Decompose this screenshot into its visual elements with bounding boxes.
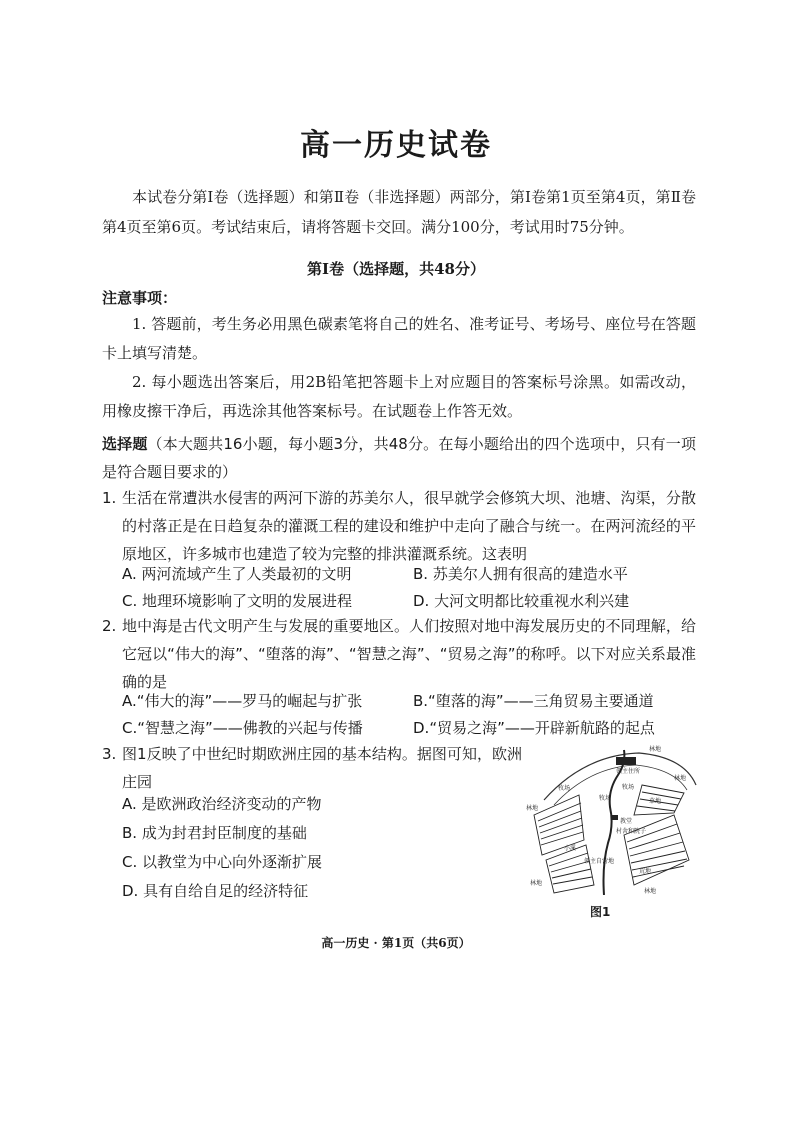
option-b: B. 成为封君封臣制度的基础 [122, 824, 307, 842]
option-c: C.“智慧之海”——佛教的兴起与传播 [122, 719, 363, 737]
figure-caption: 图1 [590, 905, 611, 919]
note-item: 2. 每小题选出答案后，用2B铅笔把答题卡上对应题目的答案标号涂黑。如需改动，用橡皮擦干净后，再选涂其他答案标号。在试题卷上作答无效。 [102, 373, 696, 420]
section-heading [102, 430, 696, 486]
map-label: 林地 [644, 888, 657, 895]
option-a: A. 两河流域产生了人类最初的文明 [122, 565, 352, 583]
map-label: 牧场 [599, 795, 612, 802]
question-number: 2. [102, 617, 117, 635]
notes-heading: 注意事项： [102, 289, 178, 307]
question-3 [102, 740, 522, 796]
note-item: 1. 答题前，考生务必用黑色碳素笔将自己的姓名、准考证号、考场号、座位号在答题卡上填写清楚。 [102, 315, 696, 362]
part-heading: 第Ⅰ卷（选择题，共48分） [307, 260, 485, 278]
page-footer: 高一历史 · 第1页（共6页） [321, 936, 471, 950]
options-column [122, 790, 322, 906]
question-stem: 生活在常遭洪水侵害的两河下游的苏美尔人，很早就学会修筑大坝、池塘、沟渠，分散的村落正是在日趋复杂的灌溉工程的建设和维护中走向了融合与统一。在两河流经的平原地区，许多城市也建造了较为完整的排洪灌溉系统。这表明 [122, 489, 696, 563]
option-b: B.“堕落的海”——三角贸易主要通道 [413, 692, 654, 710]
map-label: 村舍和院子 [616, 828, 647, 835]
section-label: 选择题 [102, 435, 148, 453]
question-2 [102, 612, 696, 696]
map-label: 领主自营地 [584, 858, 615, 865]
map-label: 牧场 [622, 784, 635, 791]
question-stem: 地中海是古代文明产生与发展的重要地区。人们按照对地中海发展历史的不同理解，给它冠以“伟大的海”、“堕落的海”、“智慧之海”、“贸易之海”的称呼。以下对应关系最准确的是 [122, 617, 696, 691]
question-number: 1. [102, 489, 117, 507]
option-a: A. 是欧洲政治经济变动的产物 [122, 795, 322, 813]
option-b: B. 苏美尔人拥有很高的建造水平 [413, 565, 628, 583]
option-c: C. 以教堂为中心向外逐渐扩展 [122, 853, 323, 871]
option-d: D. 具有自给自足的经济特征 [122, 882, 309, 900]
map-label: 教堂 [620, 818, 633, 825]
question-1 [102, 484, 696, 568]
map-label: 领主住所 [616, 768, 641, 775]
map-label: 小溪 [564, 845, 577, 852]
map-label: 林地 [649, 746, 662, 753]
question-number: 3. [102, 745, 117, 763]
option-d: D. 大河文明都比较重视水利兴建 [413, 592, 630, 610]
map-label: 牧场 [558, 785, 571, 792]
map-label: 草地 [649, 798, 662, 805]
option-d: D.“贸易之海”——开辟新航路的起点 [413, 719, 655, 737]
page-title: 高一历史试卷 [300, 128, 492, 163]
intro-paragraph: 本试卷分第Ⅰ卷（选择题）和第Ⅱ卷（非选择题）两部分，第Ⅰ卷第1页至第4页，第Ⅱ卷第4页至第6页。考试结束后，请将答题卡交回。满分100分，考试用时75分钟。 [102, 188, 696, 236]
section-description: （本大题共16小题，每小题3分，共48分。在每小题给出的四个选项中，只有一项是符合题目要求的） [102, 435, 696, 481]
map-label: 林地 [530, 880, 543, 887]
option-c: C. 地理环境影响了文明的发展进程 [122, 592, 353, 610]
map-label: 荒地 [639, 868, 652, 875]
question-stem: 图1反映了中世纪时期欧洲庄园的基本结构。据图可知，欧洲庄园 [122, 745, 522, 791]
map-label: 林地 [526, 805, 539, 812]
manor-map-figure [524, 745, 700, 895]
map-label: 林地 [674, 775, 687, 782]
option-a: A.“伟大的海”——罗马的崛起与扩张 [122, 692, 363, 710]
